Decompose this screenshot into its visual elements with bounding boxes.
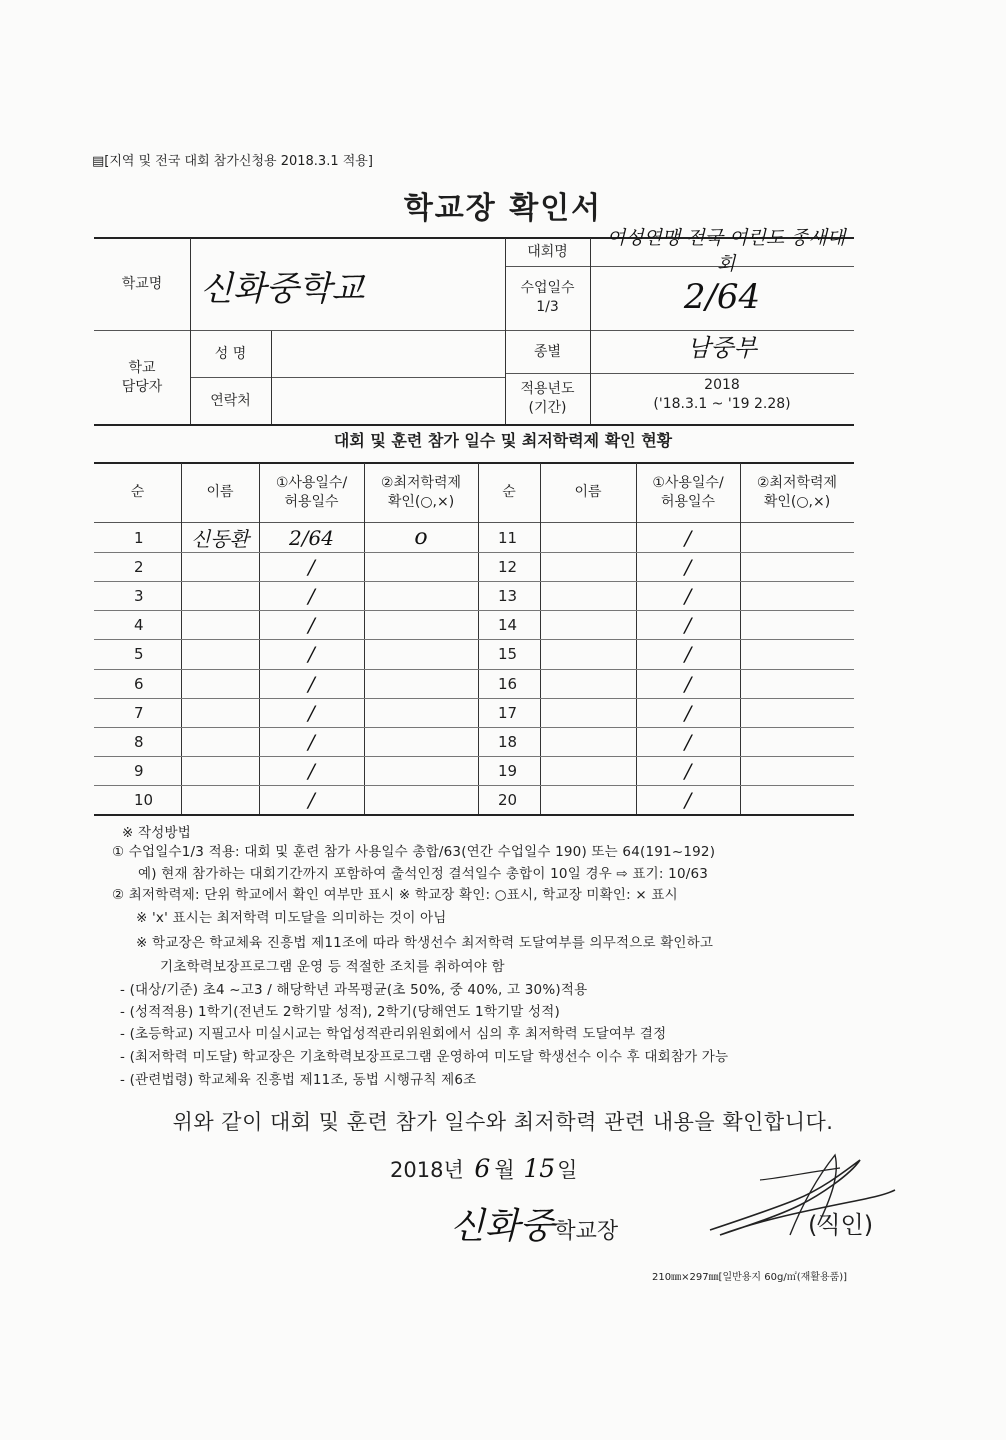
row-name [181,785,259,814]
instruction-line: - (최저학력 미도달) 학교장은 기초학력보장프로그램 운영하여 미도달 학생선수 이수 후 대회참가 가능 [120,1049,729,1065]
page-title: 학교장 확인서 [403,191,603,226]
row-number: 13 [498,586,518,605]
row-name [181,552,259,581]
row-name: 신동환 [191,527,249,551]
row-check [740,610,854,639]
row-name [540,698,636,727]
col-header-check-right: ②최저학력제 확인(○,×) [756,474,838,510]
official-seal-label: (직인) [808,1211,874,1239]
row-check [364,669,478,698]
row-days: / [684,641,692,666]
row-number: 9 [134,761,144,780]
row-check [740,523,854,552]
row-days: / [684,700,692,725]
row-days: / [684,787,692,812]
row-number: 11 [498,528,518,547]
row-check: o [414,525,428,550]
row-number: 19 [498,761,518,780]
paper-spec: 210㎜×297㎜[일반용지 60g/㎡(재활용품)] [652,1272,848,1283]
contest-value: 여성연맹 전국 여린도 종새대회 [606,227,846,275]
signature-date [390,1154,577,1184]
period-value: 2018 ('18.3.1 ~ '19 2.28) [653,377,791,412]
days-label: 수업일수 1/3 [520,280,575,315]
row-number: 16 [498,674,518,693]
row-days: / [308,671,315,696]
school-name-value: 신화중학교 [200,269,365,310]
row-number: 4 [134,615,144,634]
confirmation-statement: 위와 같이 대회 및 훈련 참가 일수와 최저학력 관련 내용을 확인합니다. [172,1110,834,1134]
contest-label: 대회명 [527,243,568,260]
row-check [364,639,478,668]
row-name [181,756,259,785]
row-days: / [684,758,692,783]
row-check [740,639,854,668]
col-header-no-right: 순 [502,484,516,501]
row-number: 6 [134,674,144,693]
period-label: 적용년도 (기간) [520,381,575,416]
col-header-name-right: 이름 [574,484,602,501]
row-days: 2/64 [289,525,334,550]
instruction-line: - (관련법령) 학교체육 진흥법 제11조, 동법 시행규칙 제6조 [120,1072,477,1088]
principal-school-handwritten: 신화중 [450,1206,555,1247]
form-header-note: ▤[지역 및 전국 대회 참가신청용 2018.3.1 적용] [92,154,373,169]
row-number: 17 [498,703,518,722]
row-name [540,581,636,610]
row-check [364,756,478,785]
instruction-line: 기초학력보장프로그램 운영 등 적절한 조치를 취하여야 함 [160,959,505,975]
row-days: / [684,612,692,637]
section-title: 대회 및 훈련 참가 일수 및 최저학력제 확인 현황 [333,431,673,450]
row-days: / [684,583,692,608]
col-header-no: 순 [130,484,145,501]
row-days: / [684,729,692,754]
row-days: / [308,700,315,725]
row-name [181,698,259,727]
instruction-line: - (초등학교) 지필고사 미실시교는 학업성적관리위원회에서 심의 후 최저학력 도달여부 결정 [120,1026,667,1042]
school-name-label: 학교명 [121,275,163,292]
date-day-unit: 일 [557,1158,578,1182]
row-check [740,698,854,727]
row-number: 7 [134,703,144,722]
row-check [364,785,478,814]
col-header-days: ①사용일수/ 허용일수 [275,474,348,510]
row-name [540,523,636,552]
row-number: 1 [134,528,144,547]
staff-name-label: 성 명 [214,345,247,362]
row-days: / [308,787,315,812]
date-month-unit: 월 [494,1158,515,1182]
instruction-line: - (대상/기준) 초4 ~고3 / 해당학년 과목평균(초 50%, 중 40%, 고 30%)적용 [120,982,588,998]
row-number: 20 [498,790,518,809]
row-number: 12 [498,557,518,576]
staff-label: 학교 담당자 [121,359,163,395]
row-check [740,552,854,581]
row-name [540,669,636,698]
row-number: 2 [134,557,144,576]
date-day: 15 [523,1154,556,1183]
row-check [364,610,478,639]
row-number: 15 [498,644,518,663]
col-header-name: 이름 [206,484,234,501]
row-days: / [308,583,315,608]
row-check [364,552,478,581]
days-value: 2/64 [683,277,761,318]
instruction-line: 예) 현재 참가하는 대회기간까지 포함하여 출석인정 결석일수 총합이 10일 경우 ⇨ 표기: 10/63 [138,866,709,882]
event-label: 종별 [533,343,562,360]
date-month: 6 [474,1154,491,1183]
event-value: 남중부 [687,333,757,362]
row-check [364,698,478,727]
instruction-line: - (성적적용) 1학기(전년도 2학기말 성적), 2학기(당해연도 1학기말 성적) [120,1004,560,1020]
row-name [540,756,636,785]
col-header-check: ②최저학력제 확인(○,×) [380,474,462,510]
row-check [740,669,854,698]
row-days: / [684,554,692,579]
row-number: 3 [134,586,144,605]
instruction-line: ② 최저학력제: 단위 학교에서 확인 여부만 표시 ※ 학교장 확인: ○표시, 학교장 미확인: × 표시 [112,887,678,903]
row-days: / [308,758,315,783]
row-name [540,552,636,581]
row-number: 18 [498,732,518,751]
principal-line [450,1198,618,1249]
row-check [364,727,478,756]
row-number: 8 [134,732,144,751]
instruction-line: ① 수업일수1/3 적용: 대회 및 훈련 참가 사용일수 총합/63(연간 수업일수 190) 또는 64(191~192) [112,844,716,860]
row-check [740,785,854,814]
row-number: 5 [134,644,144,663]
row-check [740,581,854,610]
principal-title: 학교장 [554,1219,619,1244]
row-name [181,727,259,756]
row-number: 14 [498,615,518,634]
row-name [540,639,636,668]
row-days: / [684,671,692,696]
row-days: / [308,554,315,579]
col-header-days-right: ①사용일수/ 허용일수 [652,474,724,510]
row-check [740,756,854,785]
date-year: 2018년 [390,1158,464,1182]
row-days: / [308,729,315,754]
row-days: / [308,612,315,637]
instruction-line: ※ 학교장은 학교체육 진흥법 제11조에 따라 학생선수 최저학력 도달여부를 의무적으로 확인하고 [136,935,714,951]
row-name [181,669,259,698]
row-name [181,581,259,610]
row-days: / [684,525,692,550]
instruction-line: ※ 'x' 표시는 최저학력 미도달을 의미하는 것이 아님 [136,910,447,926]
staff-contact-label: 연락처 [210,392,251,409]
row-name [540,785,636,814]
row-check [740,727,854,756]
row-name [181,610,259,639]
row-days: / [308,641,315,666]
row-name [540,727,636,756]
row-name [181,639,259,668]
row-check [364,581,478,610]
instruction-line: ※ 작성방법 [122,825,191,841]
row-name [540,610,636,639]
row-number: 10 [134,790,154,809]
